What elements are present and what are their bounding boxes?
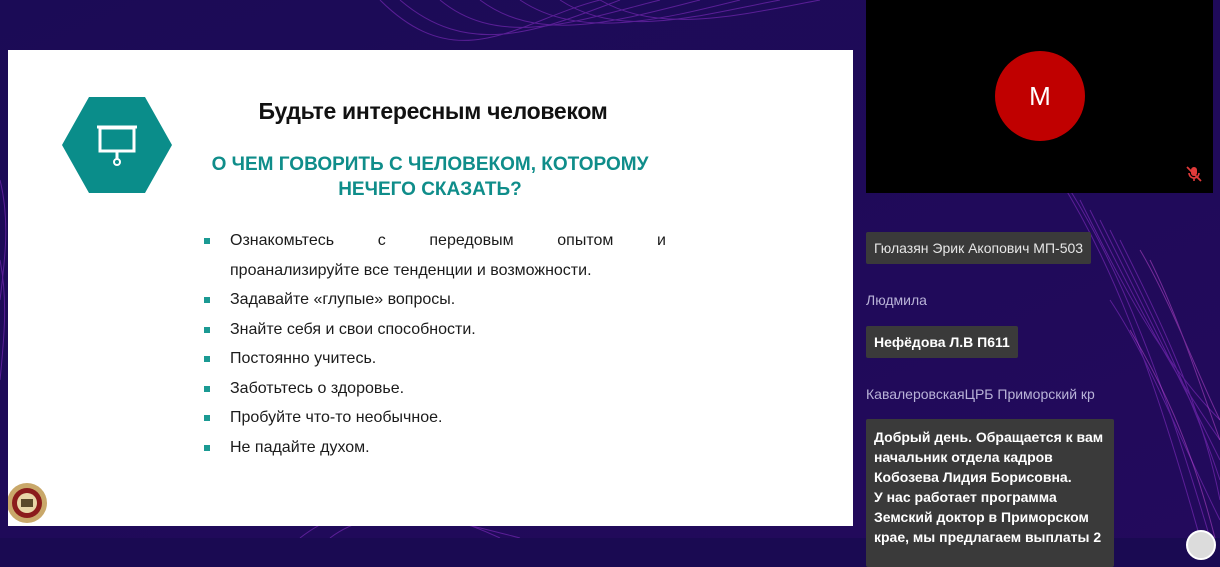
chat-message-bubble: Нефёдова Л.В П611 bbox=[866, 326, 1018, 358]
bullet-word: опытом bbox=[557, 232, 614, 249]
slide-subtitle-line-2: НЕЧЕГО СКАЗАТЬ? bbox=[338, 179, 522, 200]
emblem-logo bbox=[8, 482, 48, 524]
participant-video-tile[interactable] bbox=[866, 0, 1213, 193]
bullet-continuation: проанализируйте все тенденции и возможности. bbox=[230, 261, 592, 279]
chat-message-bubble: Добрый день. Обращается к вам начальник отдела кадров Кобозева Лидия Борисовна. У нас работает программа Земский доктор в Приморском крае, мы предлагаем выплаты 2 bbox=[866, 419, 1114, 567]
bullet-item: Постоянно учитесь. bbox=[202, 344, 666, 374]
slide-subtitle-line-1: О ЧЕМ ГОВОРИТЬ С ЧЕЛОВЕКОМ, КОТОРОМУ bbox=[211, 154, 649, 175]
slide-bullet-list bbox=[202, 226, 666, 462]
mic-muted-icon bbox=[1185, 165, 1203, 183]
bullet-word: с bbox=[377, 232, 386, 249]
presentation-board-icon bbox=[62, 96, 172, 194]
bullet-item: Знайте себя и свои способности. bbox=[202, 315, 666, 345]
bullet-item: Не падайте духом. bbox=[202, 433, 666, 463]
presentation-slide bbox=[8, 50, 853, 526]
chat-message-bubble: Гюлазян Эрик Акопович МП-503 bbox=[866, 232, 1091, 264]
scroll-down-button[interactable] bbox=[1186, 530, 1216, 560]
slide-title: Будьте интересным человеком bbox=[258, 98, 608, 124]
bullet-item: Заботьтесь о здоровье. bbox=[202, 374, 666, 404]
slide-subtitle bbox=[190, 152, 670, 202]
bullet-word: передовым bbox=[429, 232, 514, 249]
participant-avatar: М bbox=[995, 51, 1085, 141]
bullet-item: Пробуйте что-то необычное. bbox=[202, 403, 666, 433]
bullet-word: Ознакомьтесь bbox=[230, 232, 335, 249]
chat-sender-name: КавалеровскаяЦРБ Приморский кр bbox=[866, 386, 1095, 402]
chat-sender-name: Людмила bbox=[866, 292, 927, 308]
bullet-word: и bbox=[657, 232, 666, 249]
bullet-item bbox=[202, 226, 666, 285]
bullet-item: Задавайте «глупые» вопросы. bbox=[202, 285, 666, 315]
